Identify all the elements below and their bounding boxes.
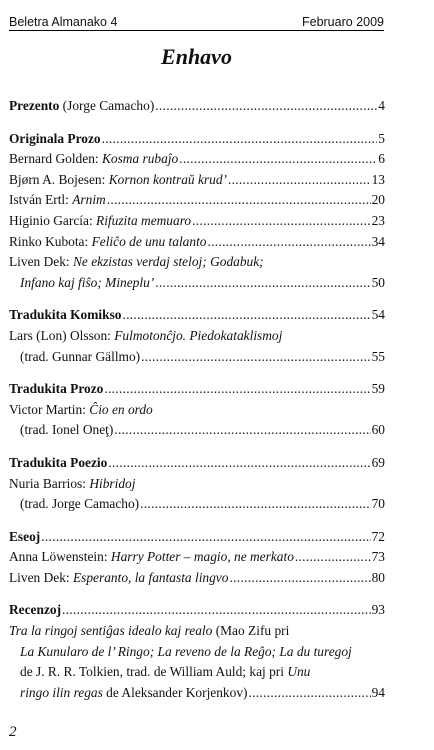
dot-leader: [295, 547, 371, 568]
entry-text: de Aleksander Korjenkov): [102, 684, 248, 700]
page-number: 2: [9, 724, 17, 740]
dot-leader: [122, 305, 370, 326]
toc-row-martin[interactable]: [9, 400, 385, 421]
entry-author: Victor Martin:: [9, 401, 90, 417]
section-label: Eseoj: [9, 528, 41, 544]
entry-translator: (trad. Ionel Oneţ): [20, 422, 114, 438]
dot-leader: [108, 453, 370, 474]
page-ref: 59: [371, 381, 385, 397]
page-ref: 93: [371, 602, 385, 618]
page-ref: 23: [371, 212, 385, 228]
page-ref: 20: [371, 192, 385, 208]
dot-leader: [41, 527, 370, 548]
entry-work: La Kunularo de l’ Ringo; La reveno de la Reĝo; La du turegoj: [20, 643, 352, 659]
dot-leader: [179, 149, 377, 170]
dot-leader: [229, 568, 370, 589]
entry-work: Unu: [287, 664, 311, 680]
entry-translator: (trad. Jorge Camacho): [20, 496, 140, 512]
section-label: Prezento: [9, 98, 60, 113]
toc-row-dek-1a[interactable]: [9, 252, 385, 273]
entry-work: Rifuzita memuaro: [96, 212, 192, 228]
toc-row-martin-trad[interactable]: [9, 420, 385, 441]
page-ref: 70: [371, 496, 385, 512]
toc-row-barrios[interactable]: [9, 474, 385, 495]
toc-row-golden[interactable]: [9, 149, 385, 170]
entry-author: Rinko Kubota:: [9, 233, 92, 249]
section-label: Recenzoj: [9, 602, 62, 618]
dot-leader: [102, 129, 378, 150]
page-ref: 54: [371, 307, 385, 323]
section-label: Tradukita Komikso: [9, 307, 122, 323]
entry-work: Fulmotonĉjo. Piedokataklismoj: [114, 327, 283, 343]
section-label: Originala Prozo: [9, 130, 101, 146]
toc-row-bojesen[interactable]: [9, 170, 385, 191]
page-ref: 34: [371, 233, 385, 249]
header-rule: [9, 30, 384, 31]
toc-row-recenzoj[interactable]: [9, 600, 385, 621]
entry-text: de J. R. R. Tolkien, trad. de William Auld; kaj pri: [20, 664, 288, 680]
toc-row-trad-prozo[interactable]: [9, 379, 385, 400]
dot-leader: [192, 211, 370, 232]
page-ref: 4: [378, 98, 385, 113]
page-ref: 69: [371, 454, 385, 470]
toc-row-ertl[interactable]: [9, 190, 385, 211]
dot-leader: [62, 600, 371, 621]
page-ref: 72: [371, 528, 385, 544]
toc-row-komikso[interactable]: [9, 305, 385, 326]
entry-work: Harry Potter – magio, ne merkato: [110, 549, 294, 565]
toc-row-prezento[interactable]: [9, 96, 385, 117]
toc-row-recenzo-2[interactable]: [9, 642, 385, 663]
toc-row-barrios-trad[interactable]: [9, 494, 385, 515]
dot-leader: [155, 96, 377, 117]
page-ref: 60: [371, 422, 385, 438]
toc-row-recenzo-4[interactable]: [9, 683, 385, 704]
entry-work: Tra la ringoj sentiĝas idealo kaj realo: [9, 623, 213, 639]
toc-row-kubota[interactable]: [9, 232, 385, 253]
toc-row-dek-2[interactable]: [9, 568, 385, 589]
page-ref: 50: [371, 274, 385, 290]
page-ref: 94: [371, 684, 385, 700]
entry-author: Higinio García:: [9, 212, 97, 228]
page-ref: 6: [378, 151, 385, 167]
dot-leader: [141, 347, 371, 368]
entry-work: Kornon kontraŭ krud’: [108, 171, 227, 187]
toc-row-recenzo-1[interactable]: [9, 621, 385, 642]
entry-author: (Jorge Camacho): [59, 98, 155, 113]
entry-text: (Mao Zifu pri: [212, 623, 290, 639]
entry-author: Lars (Lon) Olsson:: [9, 327, 115, 343]
dot-leader: [248, 683, 370, 704]
toc-row-olsson-trad[interactable]: [9, 347, 385, 368]
header-right: Februaro 2009: [301, 15, 384, 29]
dot-leader: [155, 273, 370, 294]
entry-work: Ne ekzistas verdaj steloj; Godabuk;: [72, 254, 264, 270]
entry-translator: (trad. Gunnar Gällmo): [20, 348, 141, 364]
section-label: Tradukita Prozo: [9, 381, 104, 397]
entry-work: ringo ilin regas: [20, 684, 103, 700]
toc-row-garcia[interactable]: [9, 211, 385, 232]
dot-leader: [208, 232, 371, 253]
toc-row-eseoj[interactable]: [9, 527, 385, 548]
entry-work: Esperanto, la fantasta lingvo: [72, 569, 229, 585]
toc-row-recenzo-3[interactable]: [9, 662, 385, 683]
toc-row-dek-1b[interactable]: [9, 273, 385, 294]
page-ref: 80: [371, 569, 385, 585]
toc-row-lowenstein[interactable]: [9, 547, 385, 568]
section-label: Tradukita Poezio: [9, 454, 108, 470]
entry-work: Ĉio en ordo: [89, 401, 153, 417]
page-ref: 55: [371, 348, 385, 364]
entry-work: Hibridoj: [89, 475, 136, 491]
page-title: Enhavo: [161, 44, 232, 69]
running-header: [9, 11, 384, 29]
entry-work: Feliĉo de unu talanto: [91, 233, 207, 249]
dot-leader: [107, 190, 371, 211]
dot-leader: [114, 420, 370, 441]
entry-author: István Ertl:: [9, 192, 73, 208]
entry-author: Bjørn A. Bojesen:: [9, 171, 109, 187]
entry-author: Anna Löwenstein:: [9, 549, 111, 565]
dot-leader: [104, 379, 370, 400]
page-ref: 5: [378, 130, 385, 146]
entry-work: Infano kaj fiŝo; Mineplu’: [20, 274, 155, 290]
dot-leader: [140, 494, 370, 515]
entry-work: Arnim: [72, 192, 106, 208]
table-of-contents: [9, 96, 385, 703]
header-left: Beletra Almanako 4: [9, 15, 118, 29]
entry-author: Nuria Barrios:: [9, 475, 90, 491]
dot-leader: [228, 170, 371, 191]
page-ref: 73: [371, 549, 385, 565]
entry-author: Bernard Golden:: [9, 151, 102, 167]
entry-work: Kosma rubaĵo: [101, 151, 179, 167]
toc-row-poezio[interactable]: [9, 453, 385, 474]
entry-author: Liven Dek:: [9, 254, 73, 270]
entry-author: Liven Dek:: [9, 569, 73, 585]
toc-row-olsson[interactable]: [9, 326, 385, 347]
page-ref: 13: [371, 171, 385, 187]
toc-row-originala-prozo[interactable]: [9, 129, 385, 150]
